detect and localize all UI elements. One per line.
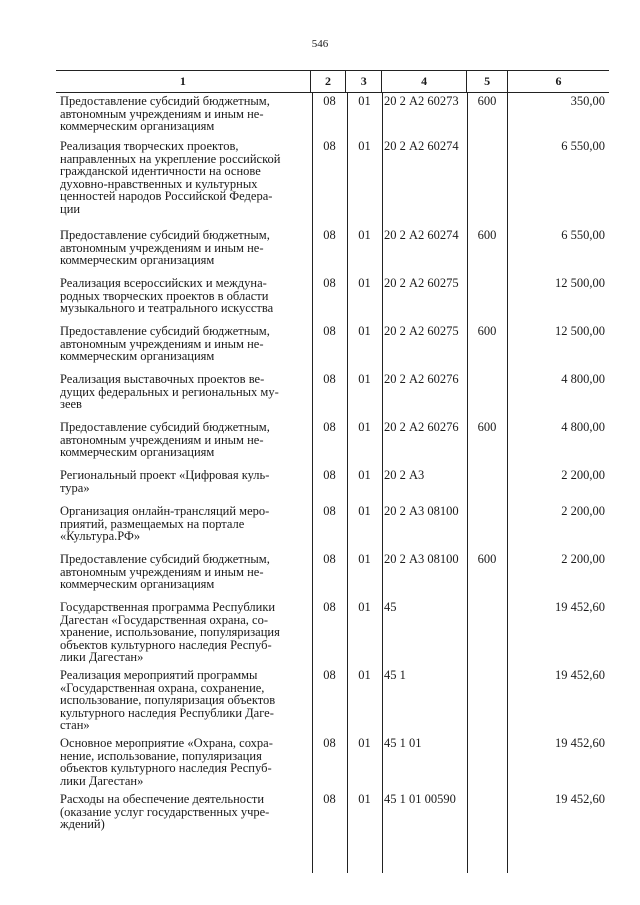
table-row <box>56 551 609 591</box>
subsection-code: 01 <box>358 420 371 434</box>
subsection-code: 01 <box>358 94 371 108</box>
header-col-5: 5 <box>466 71 507 92</box>
page-number: 546 <box>311 38 329 50</box>
header-col-4: 4 <box>381 71 466 92</box>
target-article-code: 20 2 А3 08100 <box>384 504 459 518</box>
table-row <box>56 419 609 459</box>
budget-table <box>56 70 609 873</box>
table-header <box>56 70 609 93</box>
description-line: автономным учреждениям и иным не- <box>60 240 264 255</box>
row-description <box>56 551 312 591</box>
amount: 19 452,60 <box>555 736 605 750</box>
description-line: (оказание услуг государственных учре- <box>60 804 270 819</box>
table-row <box>56 467 609 494</box>
description-line: Реализация всероссийских и междуна- <box>60 276 267 290</box>
target-article-code: 45 1 <box>384 668 406 682</box>
expense-type-code <box>467 503 507 543</box>
expense-type-code: 600 <box>477 94 497 108</box>
description-line: Реализация творческих проектов, <box>60 139 239 153</box>
subsection-code: 01 <box>358 228 371 242</box>
row-description <box>56 467 312 494</box>
amount: 6 550,00 <box>561 139 605 153</box>
row-description <box>56 323 312 363</box>
amount: 19 452,60 <box>555 600 605 614</box>
header-col-2: 2 <box>310 71 346 92</box>
subsection-code: 01 <box>358 792 371 806</box>
expense-type-code <box>467 735 507 787</box>
row-description <box>56 419 312 459</box>
amount: 6 550,00 <box>561 228 605 242</box>
subsection-code: 01 <box>358 600 371 614</box>
table-row <box>56 93 609 133</box>
header-col-1: 1 <box>179 74 186 88</box>
table-row <box>56 138 609 215</box>
amount: 2 200,00 <box>561 504 605 518</box>
section-code: 08 <box>323 372 336 386</box>
description-line: автономным учреждениям и иным не- <box>60 432 264 447</box>
row-description <box>56 599 312 664</box>
target-article-code: 20 2 А3 08100 <box>384 552 459 566</box>
header-col-3: 3 <box>345 71 381 92</box>
description-line: Основное мероприятие «Охрана, сохра- <box>60 736 273 750</box>
description-line: дущих федеральных и региональных му- <box>60 384 279 399</box>
section-code: 08 <box>323 668 336 682</box>
description-line: Предоставление субсидий бюджетным, <box>60 228 270 242</box>
section-code: 08 <box>323 468 336 482</box>
subsection-code: 01 <box>358 324 371 338</box>
description-line: музыкального и театрального искусства <box>60 301 274 315</box>
amount: 19 452,60 <box>555 792 605 806</box>
target-article-code: 20 2 А2 60275 <box>384 276 459 290</box>
row-description <box>56 227 312 267</box>
expense-type-code: 600 <box>477 552 497 566</box>
row-description <box>56 371 312 411</box>
section-code: 08 <box>323 276 336 290</box>
section-code: 08 <box>323 324 336 338</box>
table-row <box>56 371 609 411</box>
description-line: коммерческим организациям <box>60 119 215 133</box>
section-code: 08 <box>323 504 336 518</box>
expense-type-code <box>467 138 507 215</box>
section-code: 08 <box>323 600 336 614</box>
table-row <box>56 323 609 363</box>
row-description <box>56 735 312 787</box>
section-code: 08 <box>323 792 336 806</box>
description-line: зеев <box>60 397 82 411</box>
expense-type-code <box>467 371 507 411</box>
description-line: Предоставление субсидий бюджетным, <box>60 94 270 108</box>
subsection-code: 01 <box>358 668 371 682</box>
row-description <box>56 503 312 543</box>
amount: 4 800,00 <box>561 420 605 434</box>
description-line: Реализация мероприятий программы <box>60 668 258 682</box>
target-article-code: 45 1 01 <box>384 736 422 750</box>
expense-type-code <box>467 467 507 494</box>
expense-type-code: 600 <box>477 228 497 242</box>
description-line: коммерческим организациям <box>60 577 215 591</box>
description-line: Реализация выставочных проектов ве- <box>60 372 265 386</box>
target-article-code: 20 2 А2 60273 <box>384 94 459 108</box>
description-line: использование, популяризация объектов <box>60 693 276 707</box>
table-row <box>56 667 609 732</box>
subsection-code: 01 <box>358 468 371 482</box>
row-description <box>56 791 312 831</box>
row-description <box>56 667 312 732</box>
row-description <box>56 93 312 133</box>
description-line: Региональный проект «Цифровая куль- <box>60 468 270 482</box>
section-code: 08 <box>323 228 336 242</box>
section-code: 08 <box>323 94 336 108</box>
description-line: Предоставление субсидий бюджетным, <box>60 420 270 434</box>
expense-type-code: 600 <box>477 420 497 434</box>
expense-type-code <box>467 275 507 315</box>
section-code: 08 <box>323 552 336 566</box>
description-line: «Культура.РФ» <box>60 529 141 543</box>
amount: 12 500,00 <box>555 276 605 290</box>
description-line: коммерческим организациям <box>60 445 215 459</box>
description-line: лики Дагестан» <box>60 650 144 664</box>
description-line: Государственная программа Республики <box>60 600 276 614</box>
header-col-6: 6 <box>507 71 609 92</box>
description-line: ции <box>60 201 81 216</box>
expense-type-code <box>467 667 507 732</box>
description-line: ценностей народов Российской Федера- <box>60 189 273 203</box>
description-line: автономным учреждениям и иным не- <box>60 336 264 351</box>
subsection-code: 01 <box>358 736 371 750</box>
target-article-code: 20 2 А2 60274 <box>384 139 459 153</box>
description-line: Предоставление субсидий бюджетным, <box>60 324 270 338</box>
table-row <box>56 503 609 543</box>
table-row <box>56 599 609 664</box>
description-line: нение, использование, популяризация <box>60 748 262 763</box>
description-line: стан» <box>60 718 90 732</box>
amount: 2 200,00 <box>561 468 605 482</box>
target-article-code: 20 2 А2 60276 <box>384 420 459 434</box>
table-row <box>56 227 609 267</box>
amount: 2 200,00 <box>561 552 605 566</box>
description-line: хранение, использование, популяризация <box>60 625 280 639</box>
row-description <box>56 138 312 215</box>
description-line: лики Дагестан» <box>60 773 144 788</box>
subsection-code: 01 <box>358 552 371 566</box>
section-code: 08 <box>323 736 336 750</box>
description-line: Расходы на обеспечение деятельности <box>60 792 265 806</box>
section-code: 08 <box>323 420 336 434</box>
description-line: автономным учреждениям и иным не- <box>60 564 264 579</box>
subsection-code: 01 <box>358 504 371 518</box>
description-line: Организация онлайн-трансляций меро- <box>60 504 270 518</box>
description-line: направленных на укрепление российской <box>60 151 281 166</box>
subsection-code: 01 <box>358 372 371 386</box>
target-article-code: 45 1 01 00590 <box>384 792 456 806</box>
table-body <box>56 93 609 873</box>
expense-type-code <box>467 599 507 664</box>
description-line: тура» <box>60 480 90 495</box>
row-description <box>56 275 312 315</box>
subsection-code: 01 <box>358 276 371 290</box>
description-line: «Государственная охрана, сохранение, <box>60 680 265 695</box>
table-row <box>56 735 609 787</box>
target-article-code: 20 2 А2 60274 <box>384 228 459 242</box>
amount: 4 800,00 <box>561 372 605 386</box>
amount: 350,00 <box>570 94 605 108</box>
description-line: Дагестан «Государственная охрана, со- <box>60 612 268 627</box>
description-line: культурного наследия Республики Даге- <box>60 705 274 720</box>
target-article-code: 20 2 А2 60276 <box>384 372 459 386</box>
description-line: духовно-нравственных и культурных <box>60 176 258 191</box>
description-line: гражданской идентичности на основе <box>60 164 261 178</box>
description-line: ждений) <box>60 817 105 831</box>
description-line: приятий, размещаемых на портале <box>60 516 245 531</box>
target-article-code: 20 2 А2 60275 <box>384 324 459 338</box>
target-article-code: 45 <box>384 600 397 614</box>
description-line: автономным учреждениям и иным не- <box>60 106 264 121</box>
amount: 12 500,00 <box>555 324 605 338</box>
description-line: объектов культурного наследия Респуб- <box>60 761 272 775</box>
description-line: родных творческих проектов в области <box>60 288 269 303</box>
table-row <box>56 791 609 831</box>
expense-type-code: 600 <box>477 324 497 338</box>
description-line: объектов культурного наследия Респуб- <box>60 637 272 652</box>
description-line: коммерческим организациям <box>60 253 215 267</box>
amount: 19 452,60 <box>555 668 605 682</box>
description-line: коммерческим организациям <box>60 349 215 363</box>
description-line: Предоставление субсидий бюджетным, <box>60 552 270 566</box>
expense-type-code <box>467 791 507 831</box>
table-row <box>56 275 609 315</box>
subsection-code: 01 <box>358 139 371 153</box>
section-code: 08 <box>323 139 336 153</box>
target-article-code: 20 2 А3 <box>384 468 425 482</box>
